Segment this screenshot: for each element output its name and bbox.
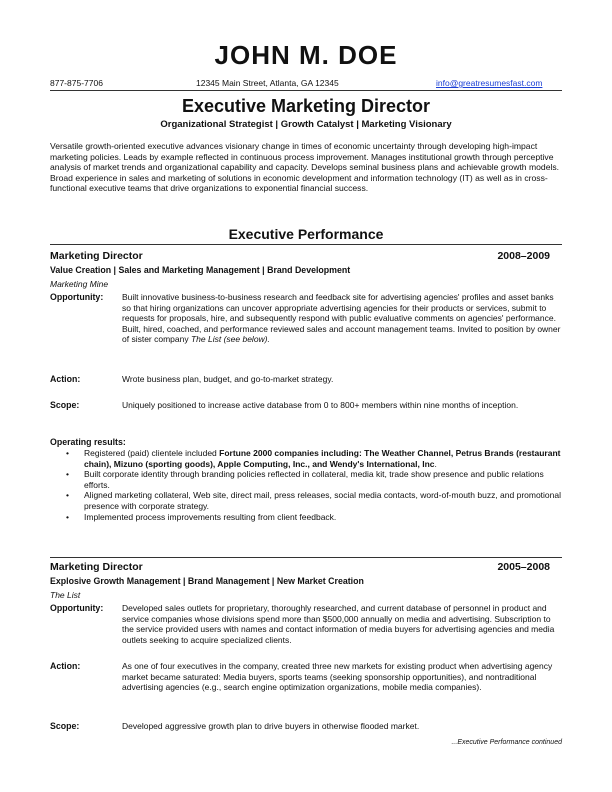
action-text: As one of four executives in the company, created three new markets for existing product when advertising agency market became saturated: Media buyers, sports teams (seeking sponsorship opportunities), and nontraditional advertising agencies (e.g., search engine optimization organizations, mobile media companies). <box>122 661 553 693</box>
opportunity-text <box>122 292 562 345</box>
bullet-bold: Fortune 2000 companies including: The Weather Channel, Petrus Brands (restaurant chain), Mizuno (sporting goods), Apple Computing, Inc., and Wendy's International, Inc <box>84 448 561 469</box>
list-item <box>62 469 562 490</box>
scope-text: Developed aggressive growth plan to drive buyers in otherwise flooded market. <box>122 721 420 731</box>
bullet-text: Aligned marketing collateral, Web site, direct mail, press releases, social media contacts, word-of-mouth buzz, and promotional presence with corporate strategy. <box>84 490 562 511</box>
continued-note: ...Executive Performance continued <box>451 739 562 746</box>
bullet-icon: • <box>66 490 69 501</box>
bullet-text: Implemented process improvements resulting from client feedback. <box>84 511 337 522</box>
opportunity-label: Opportunity: <box>50 292 104 302</box>
job-title: Marketing Director <box>50 250 143 262</box>
list-item <box>62 448 562 469</box>
bullet-icon: • <box>66 469 69 480</box>
opportunity-body: Built innovative business-to-business research and feedback site for advertising agencies' profiles and asset banks so that hiring organizations can uncover appropriate advertising agencies for their products or services, submit to requests for proposals, hire, and subsequently respond with public evaluative comments on agencies' performance. Built, hired, coached, and performance reviewed sales and account management teams. Invited to position by owner of sister company <box>122 292 561 345</box>
action-label: Action: <box>50 661 81 671</box>
resume-headline: Executive Marketing Director <box>181 96 431 116</box>
opportunity-label: Opportunity: <box>50 603 104 613</box>
company-name: Marketing Mine <box>50 279 109 289</box>
scope-label: Scope: <box>50 721 80 731</box>
scope-text: Uniquely positioned to increase active database from 0 to 800+ members within nine months of inception. <box>122 400 519 410</box>
professional-summary: Versatile growth-oriented executive advances visionary change in times of economic uncertainty through developing high-impact marketing policies. Leads by example reflected in continuous process improvement. Manages institutional growth through perceptive analysis of market trends and organizational capability and capacity. Develops seminal business plans and achievable growth models. Broad experience in sales and marketing of solutions in economic development and information technology (IT) as well as in cross-functional executive teams that drive organizations to exponential financial success. <box>50 141 560 194</box>
job-divider <box>50 557 562 558</box>
job-subtitle: Value Creation | Sales and Marketing Management | Brand Development <box>50 265 351 275</box>
scope-label: Scope: <box>50 400 80 410</box>
bullet-post: . <box>434 458 437 469</box>
company-name: The List <box>50 590 81 600</box>
section-divider <box>50 244 562 245</box>
bullet-icon: • <box>66 448 69 458</box>
section-title: Executive Performance <box>228 226 384 242</box>
job-subtitle: Explosive Growth Management | Brand Management | New Market Creation <box>50 576 364 586</box>
headline-tagline: Organizational Strategist | Growth Catalyst | Marketing Visionary <box>160 119 452 130</box>
header-divider <box>50 90 562 91</box>
action-label: Action: <box>50 374 81 384</box>
bullet-text: Registered (paid) clientele included <box>84 448 220 458</box>
operating-results-label: Operating results: <box>50 437 126 447</box>
bullet-text: Built corporate identity through branding policies reflected in collateral, media kit, trade show presence and public relations efforts. <box>84 469 544 490</box>
operating-results-list <box>62 448 562 522</box>
email-link[interactable]: info@greatresumesfast.com <box>436 78 543 88</box>
action-text: Wrote business plan, budget, and go-to-market strategy. <box>122 374 334 384</box>
applicant-name: JOHN M. DOE <box>214 40 398 70</box>
list-item <box>62 512 562 523</box>
street-address: 12345 Main Street, Atlanta, GA 12345 <box>196 78 339 88</box>
job-dates: 2008–2009 <box>497 250 550 262</box>
phone-number: 877-875-7706 <box>50 78 103 88</box>
job-title: Marketing Director <box>50 561 143 573</box>
job-dates: 2005–2008 <box>497 561 550 573</box>
bullet-icon: • <box>66 511 69 522</box>
opportunity-text: Developed sales outlets for proprietary, thoroughly researched, and current database of personnel in product and service companies whose divisions spend more than $500,000 annually on media and advertising. Subscription to the service provided users with names and contact information of media buyers for advertising agencies and media outlets seeking to acquire specialized clients. <box>122 603 555 645</box>
opportunity-italic: The List (see below). <box>190 334 270 345</box>
list-item <box>62 490 562 511</box>
